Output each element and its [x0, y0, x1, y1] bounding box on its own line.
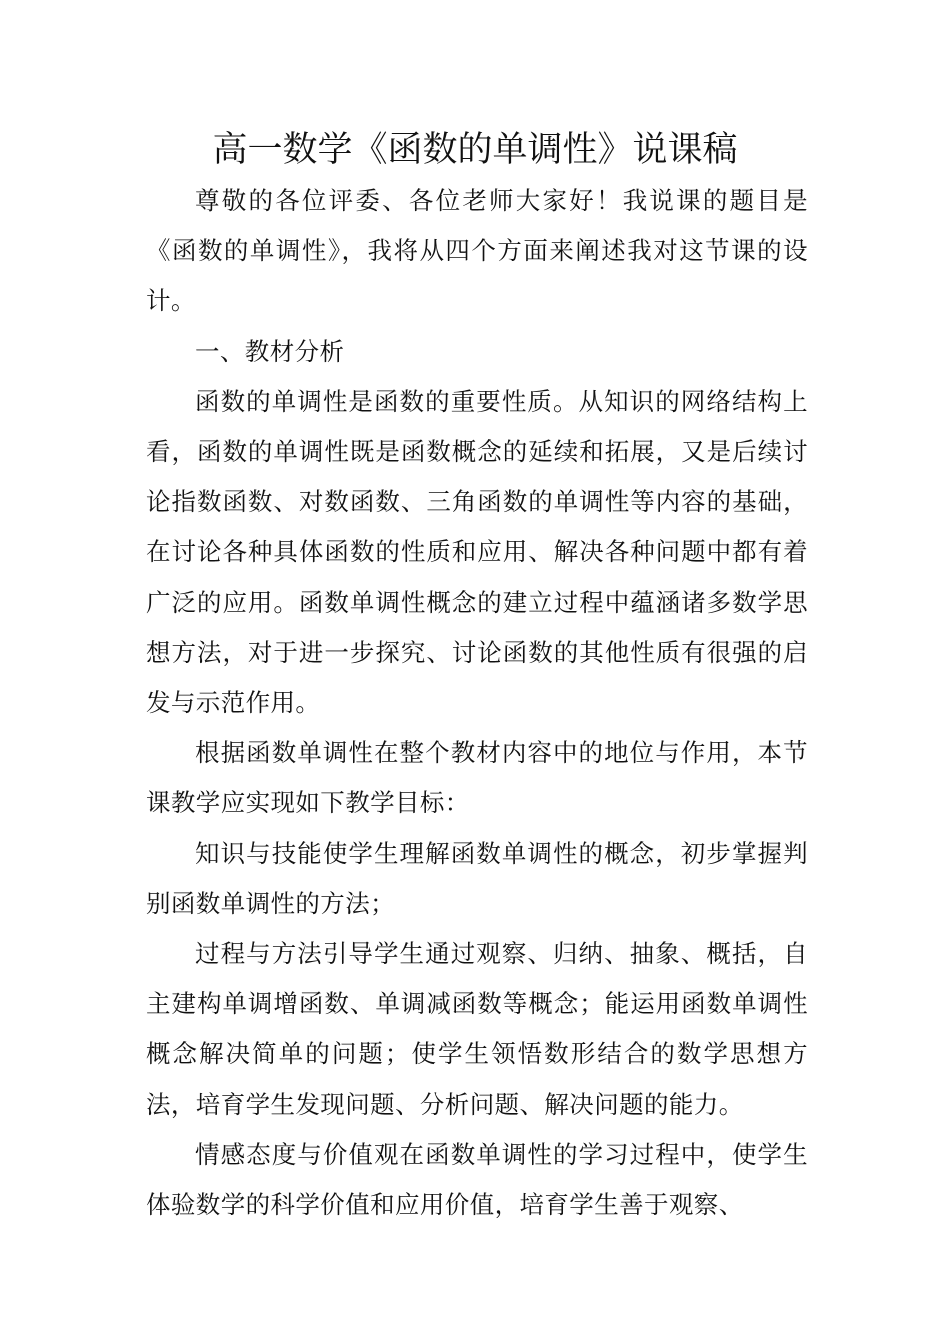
paragraph-goals-intro: 根据函数单调性在整个教材内容中的地位与作用，本节课教学应实现如下教学目标：	[146, 738, 808, 818]
paragraph-goal-emotion: 情感态度与价值观在函数单调性的学习过程中，使学生体验数学的科学价值和应用价值，培育学生善于观察、	[146, 1139, 808, 1220]
paragraph-greeting: 尊敬的各位评委、各位老师大家好！我说课的题目是《函数的单调性》，我将从四个方面来阐述我对这节课的设计。	[146, 186, 808, 316]
section-heading-textbook-analysis: 一、教材分析	[195, 336, 345, 366]
paragraph-goal-process: 过程与方法引导学生通过观察、归纳、抽象、概括，自主建构单调增函数、单调减函数等概念；能运用函数单调性概念解决简单的问题；使学生领悟数形结合的数学思想方法，培育学生发现问题、分析问题、解决问题的能力。	[146, 939, 808, 1119]
document-title: 高一数学《函数的单调性》说课稿	[212, 130, 738, 170]
document-body	[146, 176, 808, 1230]
paragraph-goal-knowledge: 知识与技能使学生理解函数单调性的概念，初步掌握判别函数单调性的方法；	[146, 838, 808, 918]
paragraph-analysis: 函数的单调性是函数的重要性质。从知识的网络结构上看，函数的单调性既是函数概念的延续和拓展，又是后续讨论指数函数、对数函数、三角函数的单调性等内容的基础，在讨论各种具体函数的性质和应用、解决各种问题中都有着广泛的应用。函数单调性概念的建立过程中蕴涵诸多数学思想方法，对于进一步探究、讨论函数的其他性质有很强的启发与示范作用。	[146, 386, 808, 718]
